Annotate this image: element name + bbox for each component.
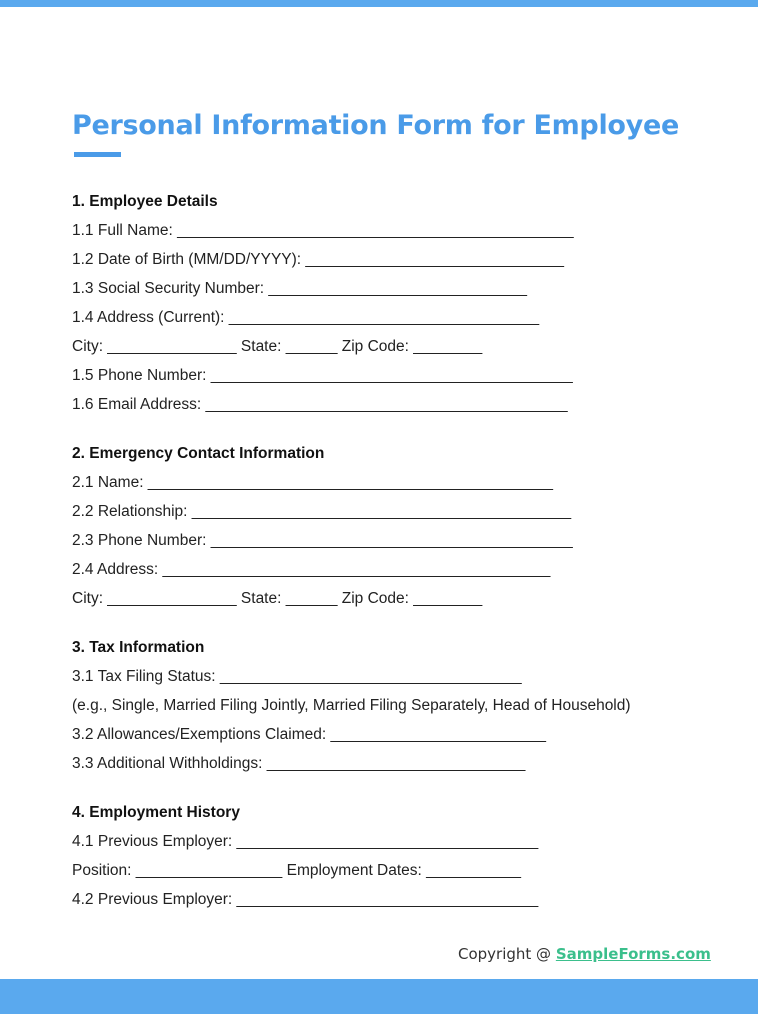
form-body	[72, 192, 712, 919]
field-city-state-zip: City: _______________ State: ______ Zip Code: ________	[72, 338, 483, 355]
field-tax-filing-status: 3.1 Tax Filing Status: ___________________________________	[72, 668, 522, 685]
top-accent-bar	[0, 0, 758, 7]
section-employment-history	[72, 803, 712, 919]
field-social-security-number: 1.3 Social Security Number: ______________________________	[72, 280, 528, 297]
copyright-notice	[458, 945, 711, 963]
section-heading: 4. Employment History	[72, 804, 240, 821]
section-emergency-contact	[72, 444, 712, 618]
field-allowances-exemptions: 3.2 Allowances/Exemptions Claimed: _________________________	[72, 726, 546, 743]
field-previous-employer-1: 4.1 Previous Employer: ___________________________________	[72, 833, 539, 850]
section-employee-details	[72, 192, 712, 424]
section-heading: 2. Emergency Contact Information	[72, 445, 325, 462]
page-title: Personal Information Form for Employee	[72, 110, 679, 141]
field-contact-phone: 2.3 Phone Number: __________________________________________	[72, 532, 573, 549]
field-relationship: 2.2 Relationship: ____________________________________________	[72, 503, 572, 520]
field-position-employment-dates: Position: _________________ Employment Dates: ___________	[72, 862, 521, 879]
bottom-accent-bar	[0, 979, 758, 1014]
field-previous-employer-2: 4.2 Previous Employer: ___________________________________	[72, 891, 539, 908]
section-tax-information	[72, 638, 712, 783]
field-address-current: 1.4 Address (Current): ____________________________________	[72, 309, 540, 326]
field-contact-name: 2.1 Name: _______________________________________________	[72, 474, 553, 491]
tax-filing-status-hint: (e.g., Single, Married Filing Jointly, Married Filing Separately, Head of Household)	[72, 697, 631, 714]
field-contact-address: 2.4 Address: _____________________________________________	[72, 561, 551, 578]
section-heading: 1. Employee Details	[72, 193, 218, 210]
brand-link[interactable]: SampleForms.com	[555, 945, 711, 963]
field-additional-withholdings: 3.3 Additional Withholdings: ______________________________	[72, 755, 526, 772]
field-date-of-birth: 1.2 Date of Birth (MM/DD/YYYY): ______________________________	[72, 251, 565, 268]
field-full-name: 1.1 Full Name: ______________________________________________	[72, 222, 574, 239]
field-contact-city-state-zip: City: _______________ State: ______ Zip Code: ________	[72, 590, 483, 607]
field-email-address: 1.6 Email Address: __________________________________________	[72, 396, 568, 413]
section-heading: 3. Tax Information	[72, 639, 205, 656]
field-phone-number: 1.5 Phone Number: __________________________________________	[72, 367, 573, 384]
copyright-prefix: Copyright @	[458, 945, 556, 963]
title-underline	[74, 152, 121, 157]
